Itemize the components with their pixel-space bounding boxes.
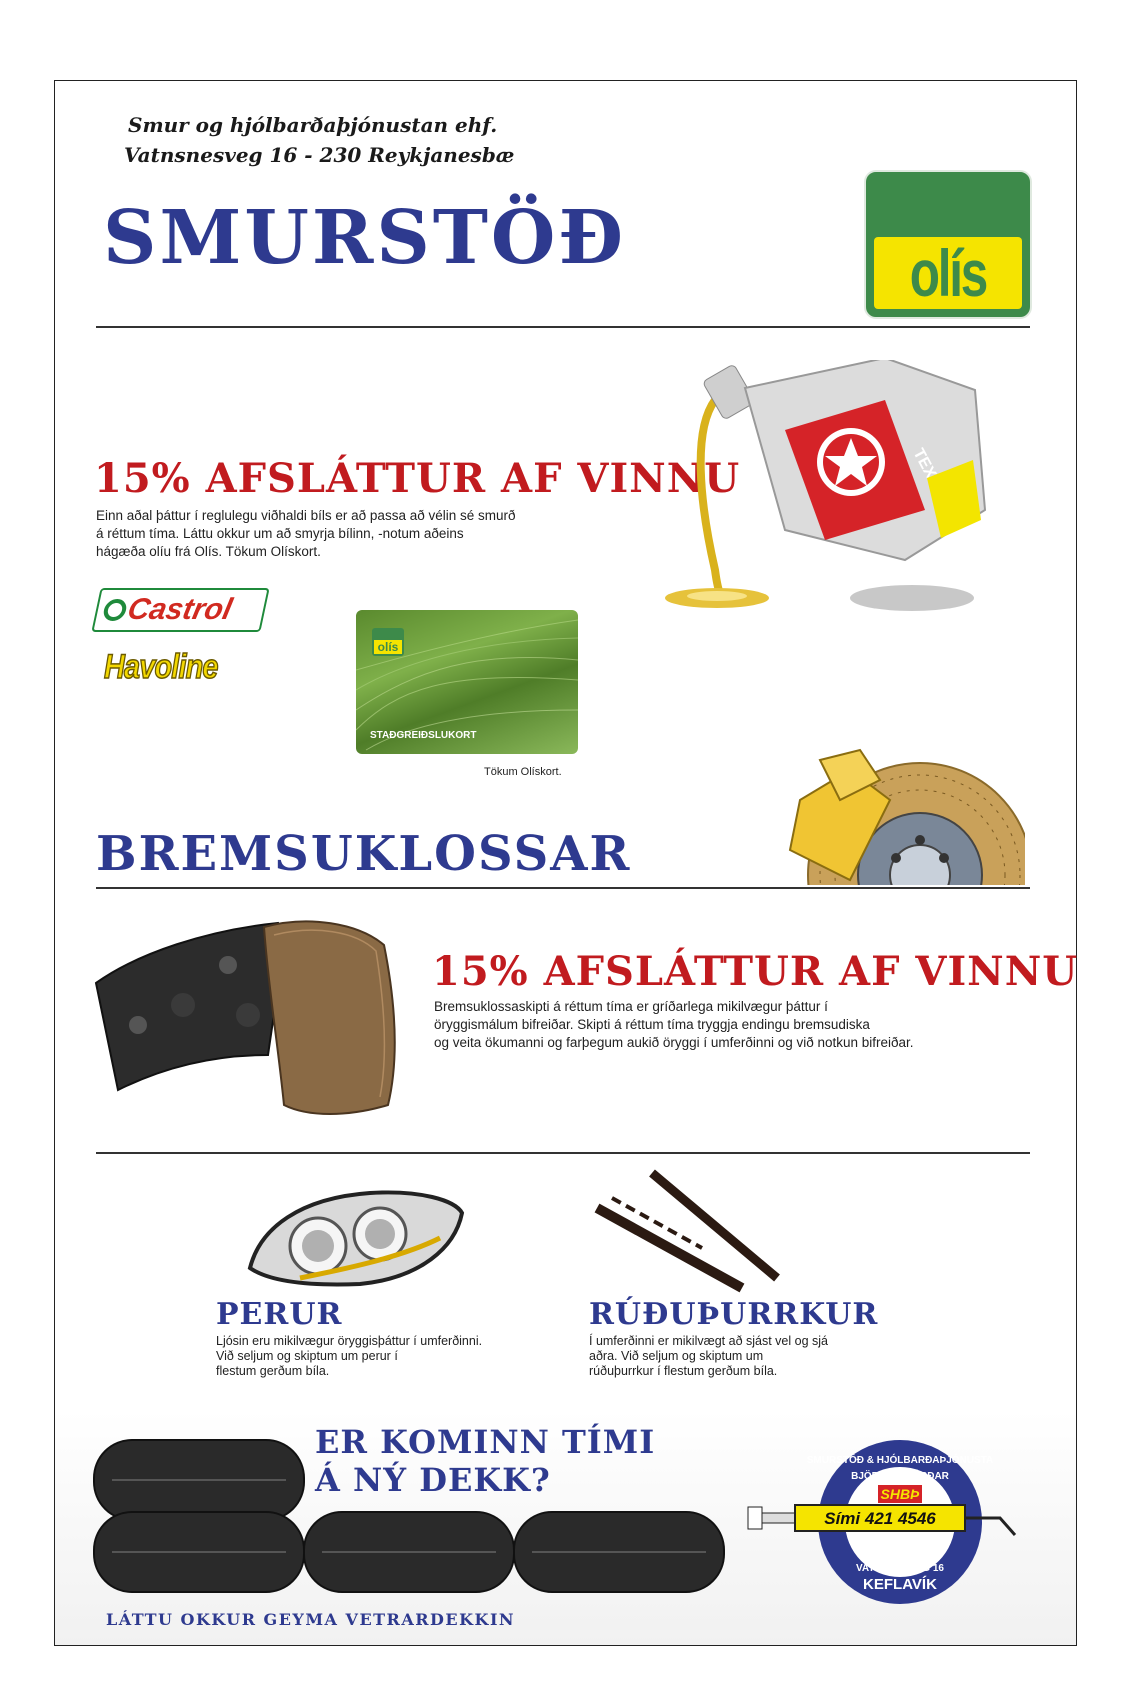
texaco-oil-bottle-illustration [655, 360, 1000, 625]
castrol-logo [91, 588, 269, 632]
bulbs-description: Ljósin eru mikilvægur öryggisþáttur í umferðinni. Við seljum og skiptum um perur í flestum gerðum bíla. [216, 1334, 483, 1378]
badge-names: BJÖRNS & ÞÓRÐAR [851, 1471, 949, 1482]
tires-title-line1: ER KOMINN TÍMI [315, 1423, 656, 1461]
wipers-description: Í umferðinni er mikilvægt að sjást vel og sjá aðra. Við seljum og skiptum um rúðuþurrkur í flestum gerðum bíla. [589, 1334, 828, 1378]
olis-card [356, 610, 578, 754]
brake-disc-illustration [780, 740, 1025, 890]
headlight-illustration [240, 1178, 470, 1288]
olis-logo-text: olís [909, 236, 987, 310]
divider [96, 1152, 1030, 1154]
divider [96, 326, 1030, 328]
tires-title-line2: Á NÝ DEKK? [315, 1461, 551, 1499]
badge-top-text: SMURSTÖÐ & HJÓLBARÐAÞJÓNUSTA [806, 1455, 994, 1466]
card-label: STAÐGREIÐSLUKORT [370, 730, 477, 741]
tires-footer: LÁTTU OKKUR GEYMA VETRARDEKKIN [106, 1610, 516, 1629]
shbth-badge [740, 1435, 1030, 1610]
brakes-discount-heading: 15% AFSLÁTTUR AF VINNU [432, 948, 1079, 995]
company-address: Vatnsnesveg 16 - 230 Reykjanesbæ [124, 143, 515, 167]
badge-phone: Sími 421 4546 [824, 1509, 936, 1528]
olis-logo [864, 170, 1032, 319]
badge-street: VATNSNESVEG 16 [856, 1563, 944, 1574]
castrol-text: Castrol [124, 593, 235, 626]
wipers-title: RÚÐUÞURRKUR [589, 1297, 879, 1332]
oil-discount-heading: 15% AFSLÁTTUR AF VINNU [94, 455, 741, 502]
badge-abbr: SHBÞ [880, 1486, 920, 1502]
brakes-title: BREMSUKLOSSAR [96, 826, 632, 882]
brakes-description: Bremsuklossaskipti á réttum tíma er gríðarlega mikilvægur þáttur í öryggismálum bifreiðar. Skipti á réttum tíma tryggja endingu bremsudiska og veita ökumanni og farþegum aukið öryggi í umferðinni og við notkun bifreiðar. [434, 999, 914, 1050]
company-name: Smur og hjólbarðaþjónustan ehf. [128, 113, 498, 137]
brake-pad-illustration [88, 905, 408, 1120]
havoline-logo: Havoline [104, 648, 218, 686]
card-olis-logo: olís [372, 628, 404, 656]
oil-description: Einn aðal þáttur í reglulegu viðhaldi bíls er að passa að vélin sé smurð á réttum tíma. Láttu okkur um að smyrja bílinn, -notum aðeins hágæða olíu frá Olís. Tökum Olískort. [96, 508, 516, 559]
card-caption: Tökum Olískort. [484, 766, 562, 778]
wiper-illustration [592, 1168, 782, 1303]
badge-town: KEFLAVÍK [863, 1576, 937, 1593]
bulbs-title: PERUR [216, 1297, 343, 1332]
divider [96, 887, 1030, 889]
page-title: SMURSTÖÐ [103, 195, 627, 281]
